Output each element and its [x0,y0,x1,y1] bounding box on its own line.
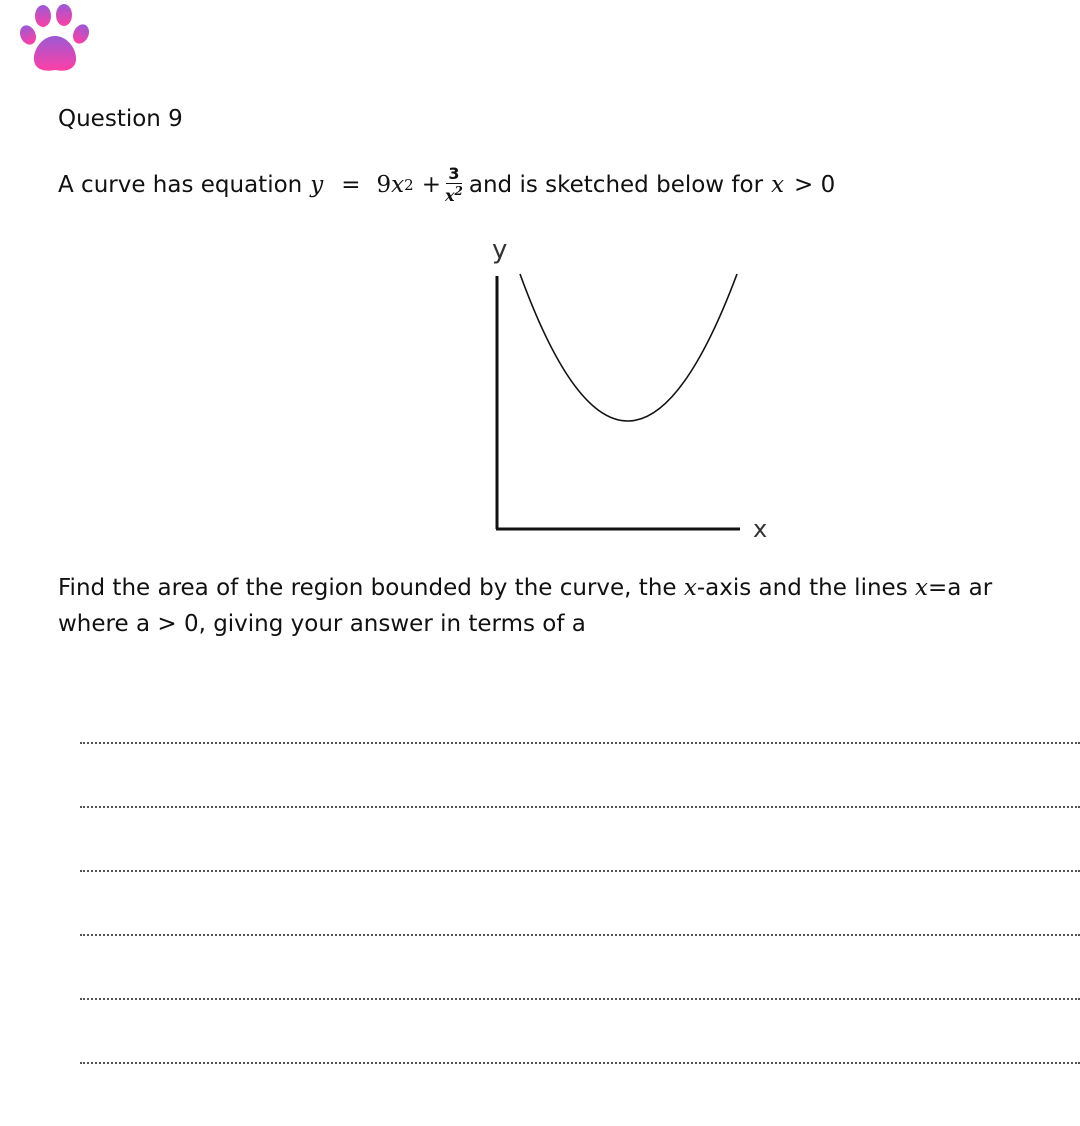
instruction-line-1 [58,570,1080,606]
equation-term1-exp: 2 [404,176,414,194]
fraction-numerator: 3 [448,164,460,183]
equation-plus: + [421,172,441,198]
equation-term1-coef: 9 [376,172,392,198]
instruction-line-1-part-c: =a ar [927,575,993,601]
paw-print-icon [18,2,92,76]
instruction-x-var: x [683,575,697,601]
equation-lhs-var: y [310,172,324,198]
instruction-text [58,570,1080,642]
equation-equals: = [341,172,361,198]
fraction-denominator-exp: 2 [454,184,463,198]
condition-relation: > 0 [794,172,836,198]
x-axis-label: x [753,515,768,543]
answer-lines [80,742,1080,1126]
answer-line[interactable] [80,1062,1080,1064]
curve-line [520,274,737,421]
curve-sketch [470,228,790,548]
answer-line[interactable] [80,998,1080,1000]
condition-var: x [771,172,785,198]
answer-line[interactable] [80,870,1080,872]
equation-fraction [445,166,463,204]
equation-term1-var: x [391,172,405,198]
instruction-x-var-2: x [915,575,928,601]
y-axis-label: y [492,235,508,265]
fraction-denominator [445,184,463,204]
instruction-line-2: where a > 0, giving your answer in terms of a [58,611,586,637]
question-equation-line [58,155,835,215]
question-title: Question 9 [58,106,183,132]
answer-line[interactable] [80,742,1080,744]
question-intro: A curve has equation [58,172,303,198]
sketch-text: and is sketched below for [468,172,764,198]
answer-line[interactable] [80,806,1080,808]
instruction-line-1-part-a: Find the area of the region bounded by the curve, the [58,575,684,601]
answer-line[interactable] [80,934,1080,936]
fraction-denominator-var: x [444,186,455,205]
instruction-line-1-part-b: -axis and the lines [696,575,915,601]
